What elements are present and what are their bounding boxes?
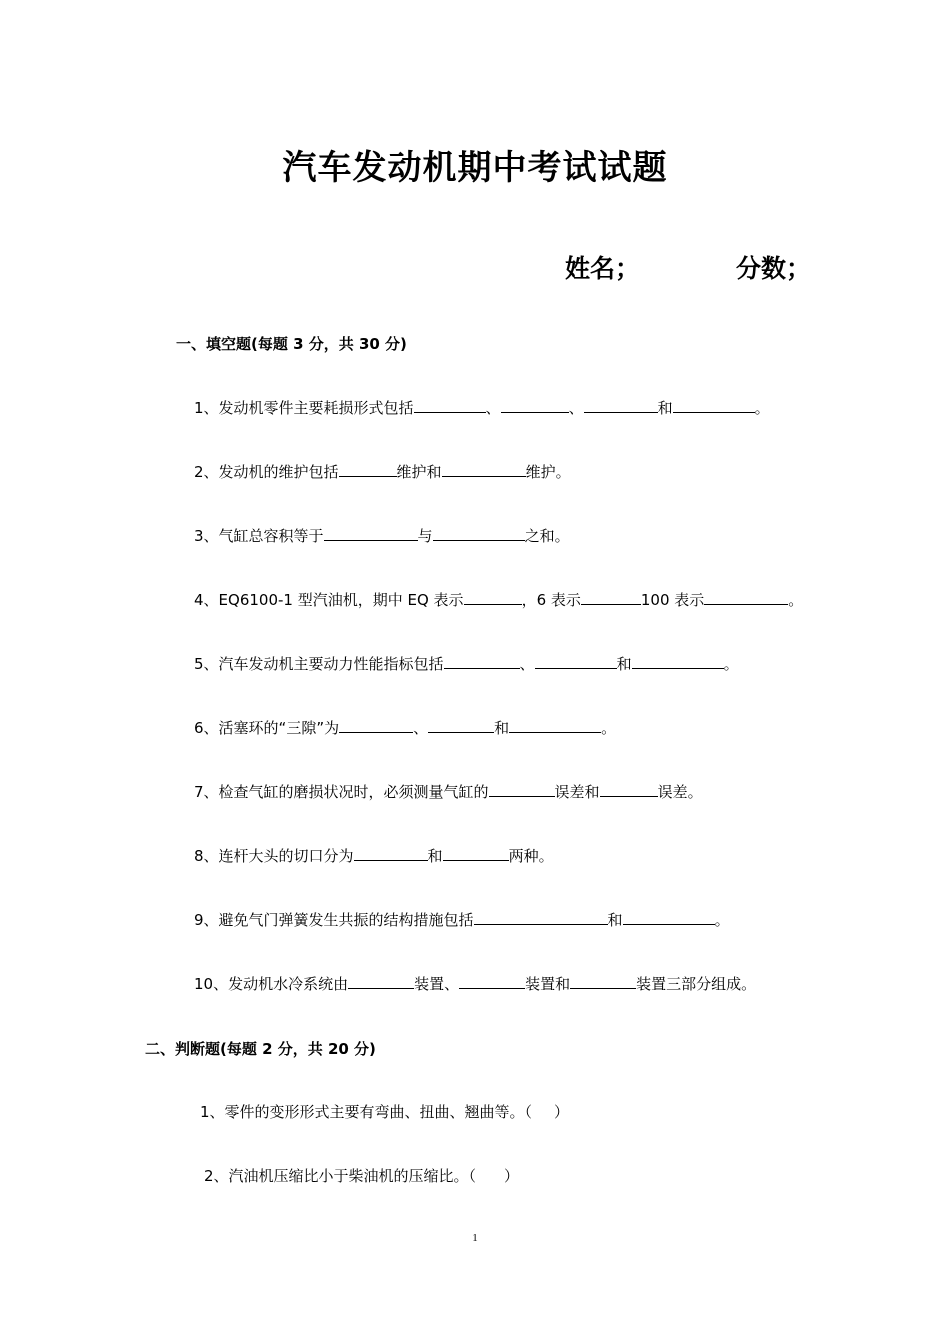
question-text: 和 <box>427 847 443 865</box>
section-header-fill-in: 一、填空题(每题 3 分，共 30 分) <box>176 335 407 353</box>
question-text: 误差和 <box>554 783 600 801</box>
question-text: 和 <box>616 655 632 673</box>
answer-blank[interactable] <box>509 717 601 733</box>
answer-blank[interactable] <box>673 397 755 413</box>
name-label: 姓名； <box>565 254 641 283</box>
question-text: 误差。 <box>657 783 703 801</box>
question-text: 、 <box>485 399 501 417</box>
answer-blank[interactable] <box>442 461 526 477</box>
question-text: 和 <box>494 719 510 737</box>
answer-blank[interactable] <box>474 909 608 925</box>
question-text: 10、发动机水冷系统由 <box>194 975 349 993</box>
answer-blank[interactable] <box>632 653 724 669</box>
question-text: 维护和 <box>396 463 442 481</box>
question-text: 和 <box>607 911 623 929</box>
answer-blank[interactable] <box>444 653 520 669</box>
question-fill-6 <box>194 717 616 738</box>
answer-blank[interactable] <box>339 717 413 733</box>
answer-blank[interactable] <box>600 781 658 797</box>
question-text: 2、汽油机压缩比小于柴油机的压缩比。（ <box>204 1167 477 1185</box>
answer-blank[interactable] <box>570 973 636 989</box>
answer-blank[interactable] <box>704 589 788 605</box>
question-text: 两种。 <box>508 847 554 865</box>
question-text: 、 <box>519 655 535 673</box>
section-header-true-false: 二、判断题(每题 2 分，共 20 分) <box>145 1040 376 1058</box>
question-text: 和 <box>657 399 673 417</box>
answer-blank[interactable] <box>581 589 641 605</box>
question-text: 。 <box>723 655 739 673</box>
question-text: 1、发动机零件主要耗损形式包括 <box>194 399 414 417</box>
question-fill-1 <box>194 397 770 418</box>
question-text: 装置三部分组成。 <box>636 975 757 993</box>
question-judge-2 <box>204 1165 519 1186</box>
question-text: 6、活塞环的“三隙”为 <box>194 719 340 737</box>
question-text: 4、EQ6100-1 型汽油机，期中 EQ 表示 <box>194 591 464 609</box>
question-fill-10 <box>194 973 756 994</box>
question-text: 2、发动机的维护包括 <box>194 463 339 481</box>
answer-blank[interactable] <box>354 845 428 861</box>
question-judge-1 <box>200 1101 569 1122</box>
score-label: 分数； <box>736 254 812 283</box>
answer-blank[interactable] <box>489 781 555 797</box>
question-text: 1、零件的变形形式主要有弯曲、扭曲、翘曲等。（ <box>200 1103 533 1121</box>
answer-blank[interactable] <box>414 397 486 413</box>
answer-blank[interactable] <box>348 973 414 989</box>
question-text: 、 <box>568 399 584 417</box>
question-text: 装置和 <box>525 975 571 993</box>
question-fill-9 <box>194 909 730 930</box>
question-text: 装置、 <box>414 975 460 993</box>
question-text: 。 <box>601 719 617 737</box>
question-text: 维护。 <box>525 463 571 481</box>
answer-blank[interactable] <box>464 589 522 605</box>
question-fill-7 <box>194 781 703 802</box>
answer-blank[interactable] <box>459 973 525 989</box>
question-text: ，6 表示 <box>521 591 581 609</box>
answer-blank[interactable] <box>339 461 397 477</box>
question-text: 之和。 <box>524 527 570 545</box>
question-text: 、 <box>413 719 429 737</box>
answer-blank[interactable] <box>428 717 494 733</box>
question-text: 9、避免气门弹簧发生共振的结构措施包括 <box>194 911 474 929</box>
question-fill-4 <box>194 589 803 610</box>
question-fill-3 <box>194 525 570 546</box>
answer-blank[interactable] <box>584 397 658 413</box>
question-text: ） <box>554 1103 570 1121</box>
answer-blank[interactable] <box>501 397 569 413</box>
question-text: 。 <box>714 911 730 929</box>
question-text: 。 <box>754 399 770 417</box>
question-text: 8、连杆大头的切口分为 <box>194 847 354 865</box>
answer-blank[interactable] <box>623 909 715 925</box>
question-text: 3、气缸总容积等于 <box>194 527 324 545</box>
page-number: 1 <box>472 1232 478 1244</box>
question-text: 与 <box>417 527 433 545</box>
answer-blank[interactable] <box>443 845 509 861</box>
answer-blank[interactable] <box>324 525 418 541</box>
document-title: 汽车发动机期中考试试题 <box>282 148 668 188</box>
question-text: 。 <box>788 591 804 609</box>
question-text: 7、检查气缸的磨损状况时，必须测量气缸的 <box>194 783 489 801</box>
question-fill-5 <box>194 653 739 674</box>
question-text: 100 表示 <box>640 591 705 609</box>
question-fill-2 <box>194 461 571 482</box>
question-text: 5、汽车发动机主要动力性能指标包括 <box>194 655 444 673</box>
answer-blank[interactable] <box>433 525 525 541</box>
answer-blank[interactable] <box>535 653 617 669</box>
question-text: ） <box>504 1167 520 1185</box>
question-fill-8 <box>194 845 554 866</box>
